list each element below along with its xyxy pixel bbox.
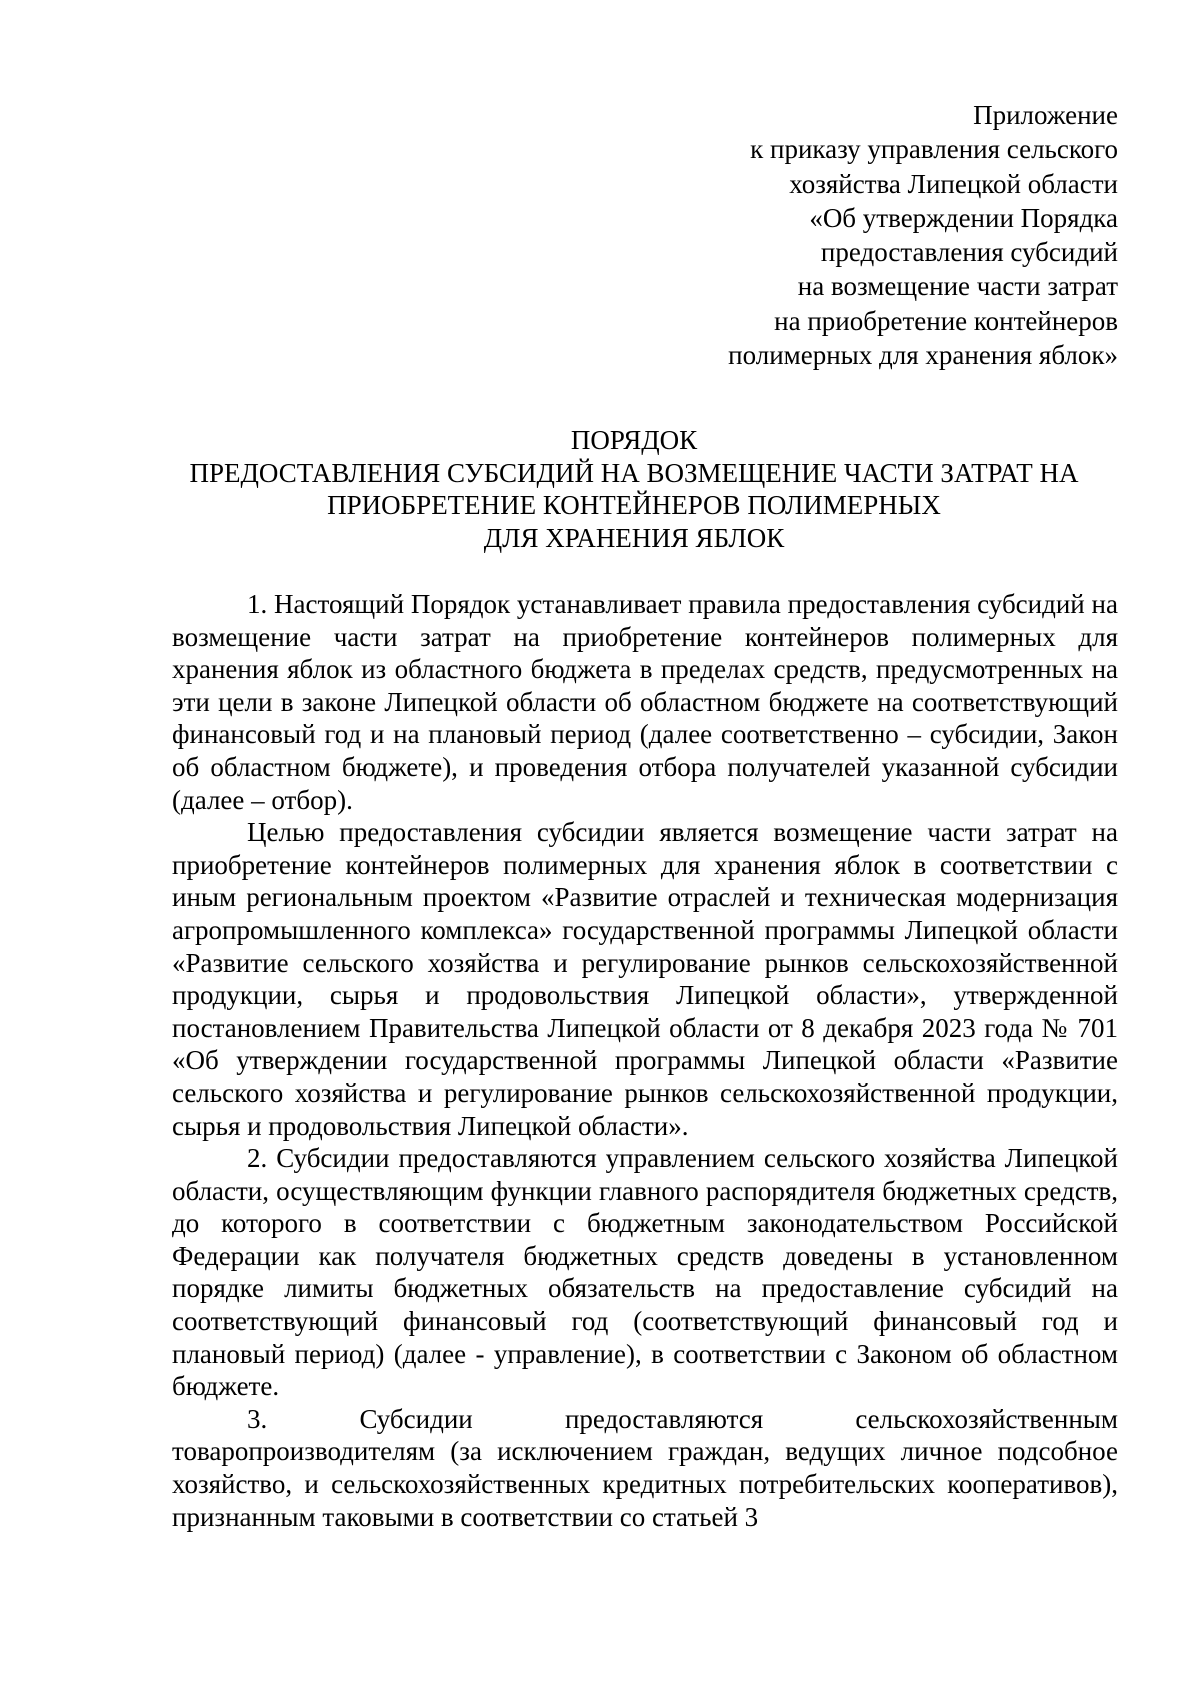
appendix-line: на возмещение части затрат [797, 271, 1118, 302]
appendix-line: хозяйства Липецкой области [789, 168, 1118, 199]
appendix-line: Приложение [973, 100, 1118, 130]
appendix-header [498, 98, 1118, 372]
paragraph: 2. Субсидии предоставляются управлением сельского хозяйства Липецкой области, осуществляющим функции главного распорядителя бюджетных средств, до которого в соответствии с бюджетным законодательством Российской Федерации как получателя бюджетных средств доведены в установленном порядке лимиты бюджетных обязательств на предоставление субсидий на соответствующий финансовый год (соответствующий финансовый год и плановый период) (далее - управление), в соответствии с Законом об областном бюджете. [172, 1143, 1118, 1402]
paragraph: 3. Субсидии предоставляются сельскохозяйственным товаропроизводителям (за исключением граждан, ведущих личное подсобное хозяйство, и сельскохозяйственных кредитных потребительских кооперативов), признанным таковыми в соответствии со статьей 3 [172, 1403, 1118, 1532]
appendix-line: к приказу управления сельского [750, 134, 1118, 165]
paragraph: 1. Настоящий Порядок устанавливает правила предоставления субсидий на возмещение части затрат на приобретение контейнеров полимерных для хранения яблок из областного бюджета в пределах средств, предусмотренных на эти цели в законе Липецкой области об областном бюджете на соответствующий финансовый год и на плановый период (далее соответственно – субсидии, Закон об областном бюджете), и проведения отбора получателей указанной субсидии (далее – отбор). [172, 589, 1118, 815]
appendix-line: полимерных для хранения яблок» [728, 340, 1118, 371]
appendix-line: предоставления субсидий [820, 237, 1118, 268]
appendix-line: «Об утверждении Порядка [809, 202, 1118, 233]
title-line: ПОРЯДОК [570, 425, 698, 455]
title-line: ПРЕДОСТАВЛЕНИЯ СУБСИДИЙ НА ВОЗМЕЩЕНИЕ ЧАСТИ ЗАТРАТ НА [189, 457, 1079, 488]
document-body [172, 588, 1118, 1533]
title-line: ДЛЯ ХРАНЕНИЯ ЯБЛОК [483, 522, 785, 553]
title-line: ПРИОБРЕТЕНИЕ КОНТЕЙНЕРОВ ПОЛИМЕРНЫХ [327, 490, 941, 520]
document-title [150, 424, 1118, 554]
appendix-line: на приобретение контейнеров [774, 305, 1118, 336]
paragraph: Целью предоставления субсидии является возмещение части затрат на приобретение контейнеров полимерных для хранения яблок в соответствии с иным региональным проектом «Развитие отраслей и техническая модернизация агропромышленного комплекса» государственной программы Липецкой области «Развитие сельского хозяйства и регулирование рынков сельскохозяйственной продукции, сырья и продовольствия Липецкой области», утвержденной постановлением Правительства Липецкой области от 8 декабря 2023 года № 701 «Об утверждении государственной программы Липецкой области «Развитие сельского хозяйства и регулирование рынков сельскохозяйственной продукции, сырья и продовольствия Липецкой области». [172, 817, 1118, 1141]
